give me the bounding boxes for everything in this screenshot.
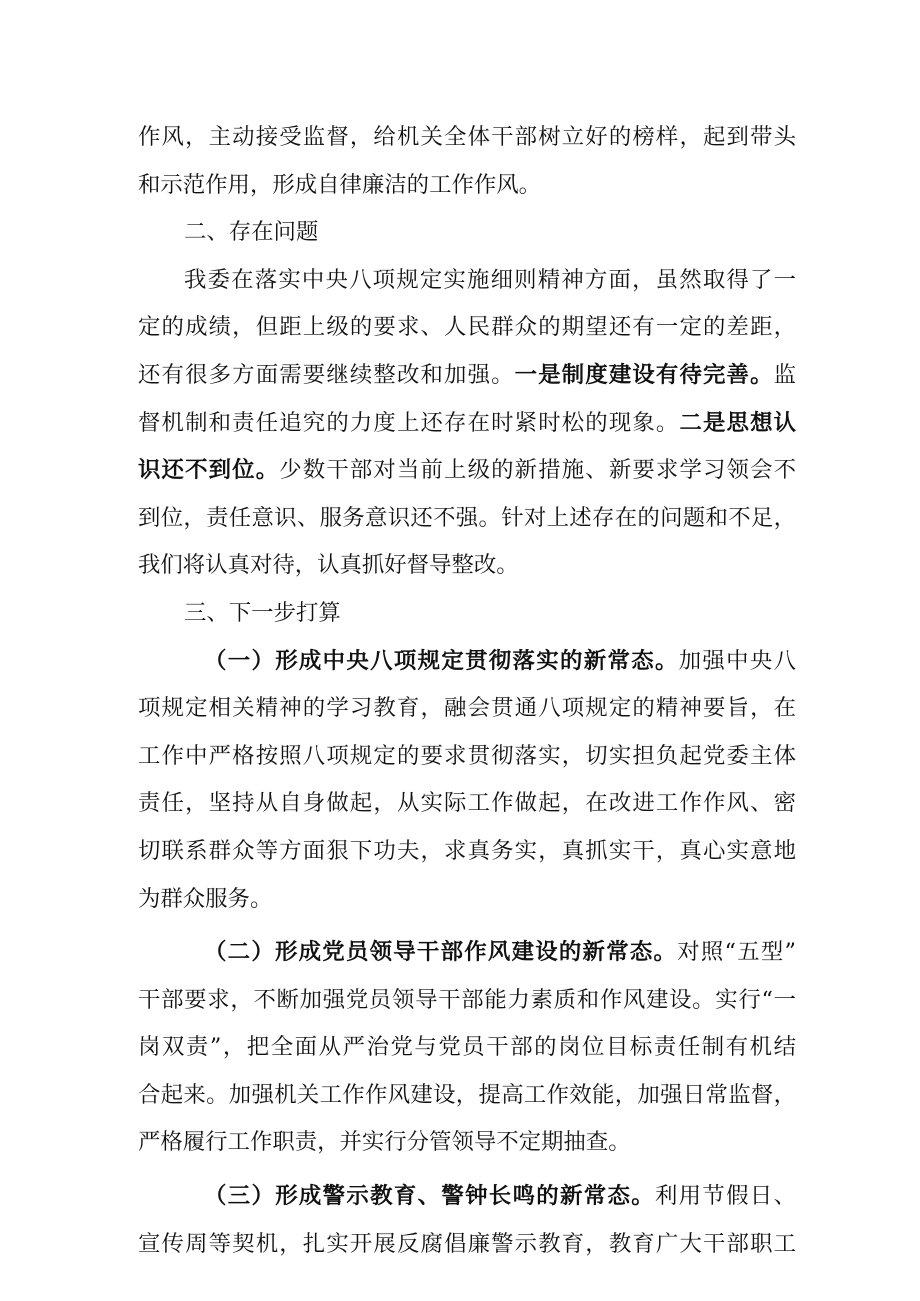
subheading-text: （三）形成警示教育、警钟长鸣的新常态。 — [204, 1183, 655, 1210]
paragraph-line: 岗双责”，把全面从严治党与党员干部的岗位目标责任制有机结 — [138, 1034, 796, 1061]
paragraph-line: 干部要求，不断加强党员领导干部能力素质和作风建设。实行“一 — [138, 986, 796, 1013]
text-run: 少数干部对当前上级的新措施、新要求学习领会不 — [279, 457, 797, 484]
paragraph-line — [138, 447, 796, 495]
paragraph-line: 和示范作用，形成自律廉洁的工作作风。 — [138, 171, 542, 198]
paragraph-line: 作风，主动接受监督，给机关全体干部树立好的榜样，起到带头 — [138, 124, 796, 150]
text-run: 对照“五型” — [677, 939, 796, 966]
section-heading-next-steps: 三、下一步打算 — [184, 599, 341, 626]
text-run: 还有很多方面需要继续整改和加强。 — [138, 361, 515, 388]
emphasis-text: 识还不到位。 — [138, 457, 280, 484]
text-run: 监 — [773, 361, 797, 388]
text-run: 利用节假日、 — [654, 1183, 797, 1210]
paragraph-line: 到位，责任意识、服务意识还不强。针对上述存在的问题和不足， — [138, 504, 796, 531]
paragraph-line: 责任，坚持从自身做起，从实际工作做起，在改进工作作风、密 — [138, 790, 796, 817]
paragraph-line: 为群众服务。 — [138, 885, 273, 912]
paragraph-line: 合起来。加强机关工作作风建设，提高工作效能，加强日常监督， — [138, 1081, 796, 1108]
text-run: 加强中央八 — [678, 647, 797, 674]
document-page — [138, 114, 796, 1268]
emphasis-text: 二是思想认 — [679, 409, 797, 436]
paragraph-line: 我们将认真对待，认真抓好督导整改。 — [138, 552, 519, 579]
paragraph-line — [138, 352, 796, 400]
section-heading-problems: 二、存在问题 — [184, 219, 319, 246]
paragraph-line — [138, 929, 796, 977]
paragraph-line: 宣传周等契机，扎实开展反腐倡廉警示教育，教育广大干部职工 — [138, 1230, 796, 1257]
paragraph-line — [138, 400, 796, 448]
paragraph-line: 我委在落实中央八项规定实施细则精神方面，虽然取得了一 — [184, 266, 796, 293]
emphasis-text: 一是制度建设有待完善。 — [514, 361, 774, 388]
subheading-text: （一）形成中央八项规定贯彻落实的新常态。 — [204, 647, 679, 674]
paragraph-line: 切联系群众等方面狠下功夫，求真务实，真抓实干，真心实意地 — [138, 837, 796, 864]
paragraph-line: 工作中严格按照八项规定的要求贯彻落实，切实担负起党委主体 — [138, 742, 796, 769]
paragraph-line — [138, 638, 796, 686]
paragraph-line: 严格履行工作职责，并实行分管领导不定期抽查。 — [138, 1129, 631, 1156]
paragraph-line: 定的成绩，但距上级的要求、人民群众的期望还有一定的差距， — [138, 314, 796, 341]
text-run: 督机制和责任追究的力度上还存在时紧时松的现象。 — [138, 409, 680, 436]
subheading-text: （二）形成党员领导干部作风建设的新常态。 — [204, 939, 678, 966]
paragraph-line: 项规定相关精神的学习教育，融会贯通八项规定的精神要旨，在 — [138, 695, 796, 722]
paragraph-line — [138, 1173, 796, 1221]
